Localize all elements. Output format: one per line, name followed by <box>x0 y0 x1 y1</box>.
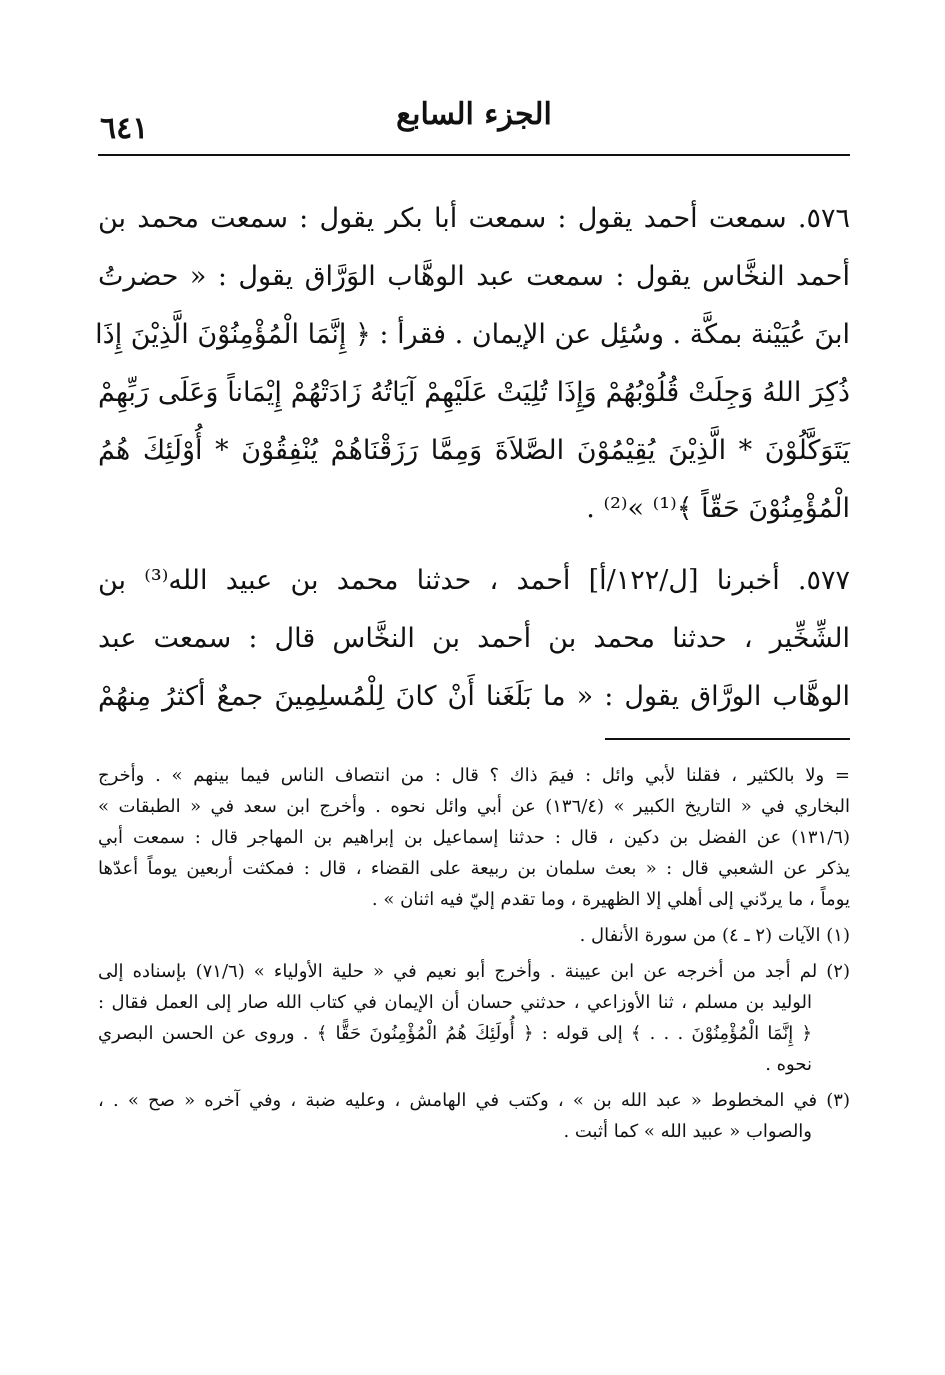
footnote-2: (٢) لم أجد من أخرجه عن ابن عيينة . وأخرج أبو نعيم في « حلية الأولياء » (٧١/٦) بإسناده إلى <box>98 961 850 982</box>
footnote-line: الوليد بن مسلم ، ثنا الأوزاعي ، حدثني حسان أن الإيمان في كتاب الله صار إلى العمل فقال : <box>98 992 812 1013</box>
text-line: الوهَّاب الورَّاق يقول : « ما بَلَغَنا أَنْ كانَ لِلْمُسلِمِينَ جمعٌ أكثرُ مِنهُمْ <box>98 681 850 712</box>
text-line: يَتَوَكَّلُوْنَ * الَّذِيْنَ يُقِيْمُوْنَ الصَّلاَةَ وَمِمَّا رَزَقْنَاهُمْ يُنْفِقُوْنَ * أُوْلَئِكَ هُمُ <box>98 435 850 466</box>
text-line: أحمد النخَّاس يقول : سمعت عبد الوهَّاب الوَرَّاق يقول : « حضرتُ <box>98 261 850 292</box>
main-text <box>95 190 850 726</box>
page-number: ٦٤١ <box>100 111 149 146</box>
footnote-line: يوماً ، ما يردّني إلى أهلي إلا الظهيرة ، وما تقدم إليّ فيه اثنان » . <box>371 889 850 910</box>
footnote-1: (١) الآيات (٢ ـ ٤) من سورة الأنفال . <box>579 925 850 946</box>
page-header <box>98 95 850 155</box>
text-line: الشِّخِّير ، حدثنا محمد بن أحمد بن النخَّاس قال : سمعت عبد <box>98 623 850 654</box>
footnote-line: ﴿ إِنَّمَا الْمُؤْمِنُوْنَ . . . ﴾ إلى قوله : ﴿ أُولَئِكَ هُمُ الْمُؤْمِنُونَ حَقًّا ﴾ . وروى عن الحسن البصري <box>98 1023 812 1044</box>
paragraph-gap <box>98 538 850 552</box>
text-line: ٥٧٦. سمعت أحمد يقول : سمعت أبا بكر يقول : سمعت محمد بن <box>98 203 850 234</box>
footnote-line: نحوه . <box>765 1054 812 1075</box>
text-line: ابنَ عُيَيْنة بمكَّة . وسُئِل عن الإيمان . فقرأ : ﴿ إِنَّمَا الْمُؤْمِنُوْنَ الَّذِيْنَ إِذَا <box>95 319 850 350</box>
text-line: ذُكِرَ اللهُ وَجِلَتْ قُلُوْبُهُمْ وَإِذَا تُلِيَتْ عَلَيْهِمْ آيَاتُهُ زَادَتْهُمْ إِيْمَاناً وَعَلَى رَبِّهِمْ <box>98 377 850 408</box>
volume-title: الجزء السابع <box>396 97 552 132</box>
footnote-line: والصواب « عبيد الله » كما أثبت . <box>563 1121 812 1142</box>
footnote-3: (٣) في المخطوط « عبد الله بن » ، وكتب في الهامش ، وعليه ضبة ، وفي آخره « صح » . ، <box>98 1090 850 1111</box>
footnotes <box>98 760 850 1147</box>
text-line: الْمُؤْمِنُوْنَ حَقّاً ﴾⁽¹⁾ »⁽²⁾ . <box>586 493 850 524</box>
text-line: ٥٧٧. أخبرنا [ل/١٢٢/أ] أحمد ، حدثنا محمد بن عبيد الله⁽³⁾ بن <box>98 565 850 596</box>
footnote-line: (١٣١/٦) عن الفضل بن دكين ، قال : حدثنا إسماعيل بن إبراهيم بن المهاجر قال : سمعت أبي <box>98 827 850 848</box>
header-rule <box>98 154 850 156</box>
footnote-line: البخاري في « التاريخ الكبير » (١٣٦/٤) عن أبي وائل نحوه . وأخرج ابن سعد في « الطبقات » <box>98 796 851 817</box>
footnote-line: يذكر عن الشعبي قال : « بعث سلمان بن ربيعة على القضاء ، قال : فمكثت أربعين يوماً أعدّها <box>98 858 850 879</box>
footnote-line: = ولا بالكثير ، فقلنا لأبي وائل : فيمَ ذاك ؟ قال : من انتصاف الناس فيما بينهم » . وأخرج <box>98 765 850 786</box>
footnote-rule <box>605 738 850 740</box>
